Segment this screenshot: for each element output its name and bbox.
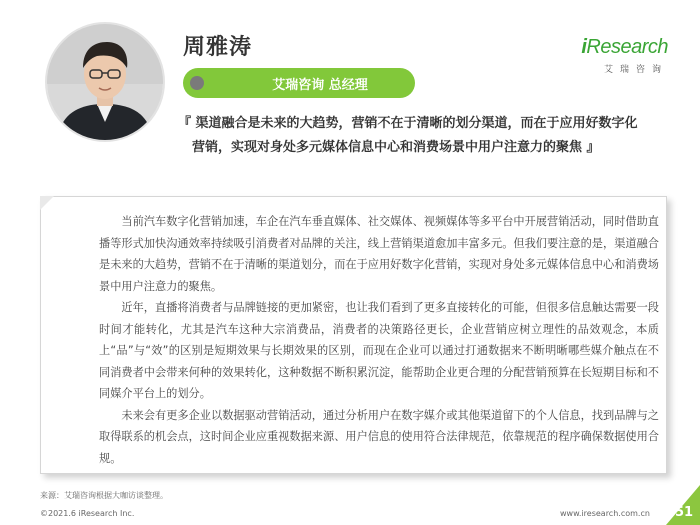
card-corner-fold — [40, 196, 54, 210]
interview-card — [40, 196, 667, 474]
speaker-title: 艾瑞咨询 总经理 — [272, 78, 368, 93]
logo-subtitle: 艾瑞咨询 — [603, 65, 668, 75]
speaker-name: 周雅涛 — [183, 35, 253, 60]
interview-body — [99, 211, 659, 469]
body-paragraph: 当前汽车数字化营销加速，车企在汽车垂直媒体、社交媒体、视频媒体等多平台中开展营销活动，同时借助直播等形式加快沟通效率持续吸引消费者对品牌的关注，线上营销渠道愈加丰富多元。但我们要注意的是，渠道融合是未来的大趋势，营销不在于清晰的渠道划分，而在于应用好数字化营销，实现对身处多元媒体信息中心和消费场景中用户注意力的聚焦。 — [99, 215, 659, 293]
iresearch-logo — [578, 36, 668, 75]
website-url[interactable]: www.iresearch.com.cn — [560, 509, 650, 518]
source-note: 来源：艾瑞咨询根据大咖访谈整理。 — [40, 491, 168, 500]
portrait-image — [47, 24, 163, 140]
page-number: 51 — [674, 505, 694, 520]
key-quote — [178, 112, 678, 160]
banner-dot-icon — [190, 76, 204, 90]
logo-wordmark: iResearch — [581, 36, 668, 58]
copyright-text: ©2021.6 iResearch Inc. — [40, 509, 135, 518]
quote-line-1: 『 渠道融合是未来的大趋势，营销不在于清晰的划分渠道，而在于应用好数字化 — [178, 116, 638, 131]
body-paragraph: 未来会有更多企业以数据驱动营销活动，通过分析用户在数字媒介或其他渠道留下的个人信息，找到品牌与之取得联系的机会点，这时间企业应重视数据来源、用户信息的使用符合法律规范，依靠规范的程序确保数据使用合规。 — [99, 408, 659, 465]
body-paragraph: 近年，直播将消费者与品牌链接的更加紧密，也让我们看到了更多直接转化的可能，但很多信息触达需要一段时间才能转化，尤其是汽车这种大宗消费品，消费者的决策路径更长，企业营销应树立理性的品效观念，本质上“品”与“效”的区别是短期效果与长期效果的区别，而现在企业可以通过打通数据来不断明晰哪些媒介触点在不同消费者中会带来何种的效果转化，这种数据不断积累沉淀，能帮助企业更合理的分配营销预算在长短期目标和不同媒介平台上的划分。 — [99, 301, 659, 400]
speaker-photo — [45, 22, 165, 142]
quote-line-2: 营销，实现对身处多元媒体信息中心和消费场景中用户注意力的聚焦 』 — [192, 140, 600, 155]
